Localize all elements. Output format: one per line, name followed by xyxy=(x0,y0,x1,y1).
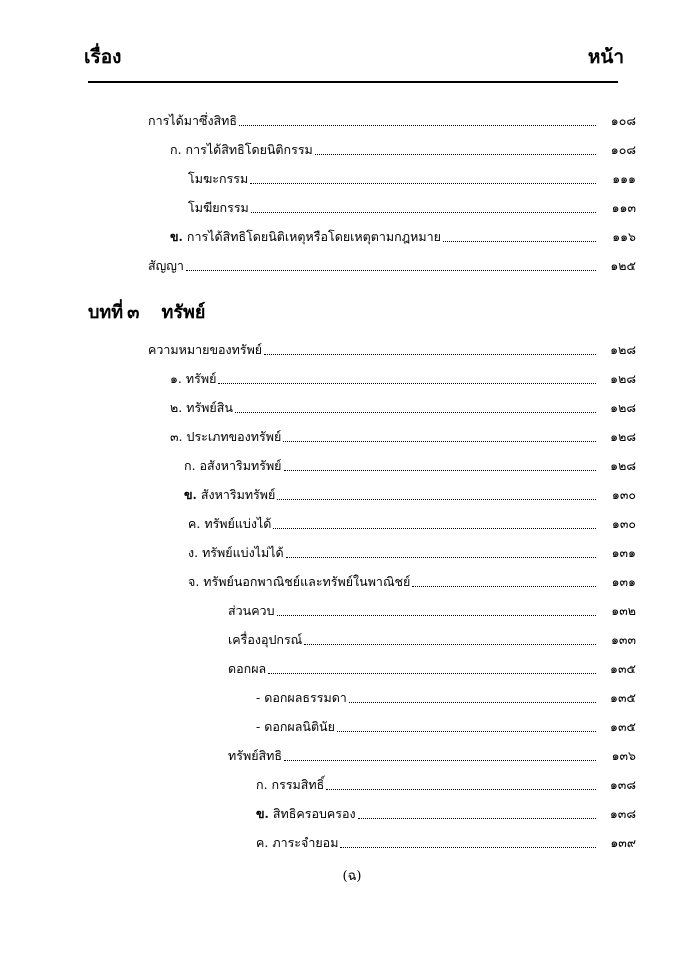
entry-page: ๑๓๓ xyxy=(610,632,636,647)
entry-prefix: - xyxy=(256,690,261,705)
toc-entry xyxy=(256,771,636,793)
entry-prefix: ๓. xyxy=(170,429,183,444)
toc-entry xyxy=(188,539,636,561)
chapter-number: ๓ xyxy=(127,302,140,323)
entry-page: ๑๓๖ xyxy=(611,748,636,763)
toc-entry xyxy=(184,452,636,474)
chapter-heading xyxy=(88,300,205,326)
toc-entry xyxy=(228,597,636,619)
entry-prefix: - xyxy=(256,719,261,734)
dot-leader xyxy=(264,353,596,355)
dot-leader xyxy=(304,643,596,645)
dot-leader xyxy=(186,269,596,271)
entry-page: ๑๓๒ xyxy=(611,603,636,618)
toc-entry xyxy=(184,481,636,503)
entry-prefix: ข. xyxy=(170,229,183,244)
entry-text: ทรัพย์สิน xyxy=(186,400,233,415)
chapter-label: บทที่ xyxy=(88,302,124,323)
dot-leader xyxy=(443,240,596,242)
toc-entry xyxy=(256,800,636,822)
entry-page: ๑๓๘ xyxy=(609,806,636,821)
entry-text: สิทธิครอบครอง xyxy=(272,806,356,821)
dot-leader xyxy=(284,469,596,471)
entry-page: ๑๓๙ xyxy=(610,835,636,850)
entry-page: ๑๓๕ xyxy=(610,690,636,705)
entry-page: ๑๓๕ xyxy=(610,661,636,676)
entry-text: โมฆะกรรม xyxy=(188,171,249,186)
toc-entry xyxy=(256,829,636,851)
toc-entry xyxy=(256,684,636,706)
entry-page: ๑๐๘ xyxy=(610,113,636,128)
dot-leader xyxy=(337,730,596,732)
dot-leader xyxy=(315,153,596,155)
dot-leader xyxy=(251,211,596,213)
header-subject: เรื่อง xyxy=(84,46,122,68)
toc-entry xyxy=(148,336,636,358)
entry-text: สังหาริมทรัพย์ xyxy=(200,487,276,502)
entry-page: ๑๓๐ xyxy=(611,516,636,531)
dot-leader xyxy=(250,182,596,184)
dot-leader xyxy=(286,556,596,558)
entry-page: ๑๓๐ xyxy=(611,487,636,502)
toc-entry xyxy=(148,107,636,129)
entry-text: อสังหาริมทรัพย์ xyxy=(199,458,282,473)
entry-text: ดอกผลธรรมดา xyxy=(264,690,347,705)
entry-prefix: ก. xyxy=(184,458,196,473)
entry-page: ๑๒๕ xyxy=(610,258,636,273)
dot-leader xyxy=(412,585,596,587)
dot-leader xyxy=(268,672,596,674)
entry-page: ๑๓๑ xyxy=(611,545,636,560)
entry-text: โมฆียกรรม xyxy=(188,200,249,215)
entry-prefix: ๑. xyxy=(170,371,182,386)
entry-prefix: ข. xyxy=(184,487,197,502)
entry-text: ดอกผลนิตินัย xyxy=(264,719,335,734)
entry-prefix: ก. xyxy=(256,777,268,792)
dot-leader xyxy=(277,498,596,500)
toc-entry xyxy=(170,365,636,387)
entry-text: ดอกผล xyxy=(228,661,267,676)
entry-page: ๑๑๖ xyxy=(612,229,636,244)
entry-text: เครื่องอุปกรณ์ xyxy=(228,632,303,647)
entry-text: ทรัพย์แบ่งได้ xyxy=(204,516,272,531)
entry-prefix: ก. xyxy=(170,142,182,157)
dot-leader xyxy=(239,124,596,126)
toc-entry xyxy=(228,742,636,764)
entry-page: ๑๒๘ xyxy=(610,400,636,415)
entry-page: ๑๒๘ xyxy=(610,342,636,357)
chapter-title: ทรัพย์ xyxy=(161,302,206,323)
toc-entry xyxy=(188,165,636,187)
entry-page: ๑๓๑ xyxy=(611,574,636,589)
toc-entry xyxy=(188,194,636,216)
toc-entry xyxy=(188,568,636,590)
toc-entry xyxy=(148,252,636,274)
toc-entry xyxy=(170,394,636,416)
entry-text: ส่วนควบ xyxy=(228,603,275,618)
entry-text: ทรัพย์แบ่งไม่ได้ xyxy=(202,545,284,560)
entry-page: ๑๑๑ xyxy=(612,171,636,186)
entry-text: ทรัพย์นอกพาณิชย์และทรัพย์ในพาณิชย์ xyxy=(203,574,411,589)
entry-text: การได้มาซึ่งสิทธิ xyxy=(148,113,238,128)
dot-leader xyxy=(326,788,596,790)
toc-entry xyxy=(188,510,636,532)
entry-page: ๑๑๓ xyxy=(611,200,636,215)
entry-text: ทรัพย์สิทธิ xyxy=(228,748,283,763)
entry-text: ภาระจำยอม xyxy=(272,835,339,850)
toc-entry xyxy=(256,713,636,735)
dot-leader xyxy=(218,382,596,384)
entry-prefix: ค. xyxy=(188,516,201,531)
entry-text: สัญญา xyxy=(148,258,184,273)
entry-prefix: ๒. xyxy=(170,400,183,415)
entry-page: ๑๒๘ xyxy=(610,371,636,386)
entry-page: ๑๒๘ xyxy=(610,458,636,473)
entry-prefix: จ. xyxy=(188,574,200,589)
dot-leader xyxy=(349,701,596,703)
dot-leader xyxy=(284,759,596,761)
toc-entry xyxy=(170,423,636,445)
entry-text: ทรัพย์ xyxy=(185,371,217,386)
header-rule xyxy=(88,81,618,83)
entry-prefix: ค. xyxy=(256,835,269,850)
dot-leader xyxy=(273,527,596,529)
page-number-footer: (ฉ) xyxy=(342,869,362,884)
header-page: หน้า xyxy=(587,46,624,68)
dot-leader xyxy=(277,614,596,616)
entry-text: การได้สิทธิโดยนิติกรรม xyxy=(185,142,313,157)
entry-prefix: ข. xyxy=(256,806,269,821)
toc-entry xyxy=(170,136,636,158)
entry-page: ๑๓๘ xyxy=(609,777,636,792)
toc-entry xyxy=(170,223,636,245)
dot-leader xyxy=(340,846,596,848)
dot-leader xyxy=(358,817,596,819)
entry-page: ๑๓๕ xyxy=(610,719,636,734)
entry-page: ๑๐๘ xyxy=(610,142,636,157)
dot-leader xyxy=(235,411,596,413)
toc-entry xyxy=(228,626,636,648)
entry-text: กรรมสิทธิ์ xyxy=(271,777,325,792)
toc-entry xyxy=(228,655,636,677)
entry-page: ๑๒๘ xyxy=(610,429,636,444)
entry-text: ประเภทของทรัพย์ xyxy=(186,429,282,444)
entry-text: ความหมายของทรัพย์ xyxy=(148,342,263,357)
entry-prefix: ง. xyxy=(188,545,199,560)
dot-leader xyxy=(283,440,596,442)
entry-text: การได้สิทธิโดยนิติเหตุหรือโดยเหตุตามกฎหมาย xyxy=(186,229,441,244)
